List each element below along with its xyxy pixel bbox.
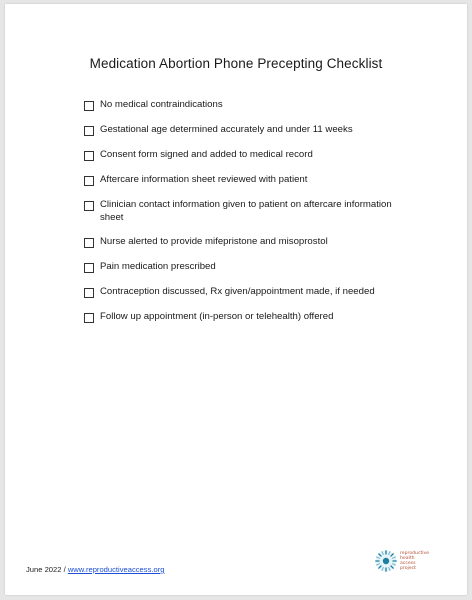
checkbox[interactable]: [84, 288, 94, 298]
checklist-item-label: Nurse alerted to provide mifepristone and misoprostol: [100, 236, 328, 247]
checkbox[interactable]: [84, 263, 94, 273]
checkbox[interactable]: [84, 101, 94, 111]
checkbox[interactable]: [84, 313, 94, 323]
logo-wordmark: [400, 551, 429, 571]
checkbox[interactable]: [84, 126, 94, 136]
footer: [26, 565, 164, 574]
checklist-item-label: Clinician contact information given to patient on aftercare information sheet: [100, 199, 392, 223]
checklist-item: [84, 199, 404, 236]
checklist-item-label: No medical contraindications: [100, 99, 223, 110]
checklist-item: [84, 149, 404, 174]
checklist: [84, 99, 404, 336]
logo-line: health: [400, 556, 415, 561]
checklist-item: [84, 311, 404, 336]
footer-date: June 2022 /: [26, 565, 68, 574]
document-page: [5, 4, 467, 595]
checklist-item: [84, 286, 404, 311]
checklist-item: [84, 236, 404, 261]
checklist-item-label: Follow up appointment (in-person or telehealth) offered: [100, 311, 334, 322]
checklist-item-label: Contraception discussed, Rx given/appointment made, if needed: [100, 286, 375, 297]
checklist-item: [84, 124, 404, 149]
logo-line: reproductive: [400, 551, 430, 556]
checklist-item: [84, 174, 404, 199]
checkbox[interactable]: [84, 201, 94, 211]
checklist-item-label: Aftercare information sheet reviewed with patient: [100, 174, 308, 185]
sunburst-logo-icon: [375, 550, 397, 572]
document-title: Medication Abortion Phone Precepting Checklist: [89, 56, 383, 71]
checklist-item: [84, 261, 404, 286]
checklist-item: [84, 99, 404, 124]
checkbox[interactable]: [84, 238, 94, 248]
checkbox[interactable]: [84, 176, 94, 186]
checklist-item-label: Consent form signed and added to medical record: [100, 149, 313, 160]
logo-line: project: [400, 566, 416, 571]
footer-link[interactable]: www.reproductiveaccess.org: [67, 565, 165, 574]
organization-logo: [375, 550, 429, 572]
checkbox[interactable]: [84, 151, 94, 161]
checklist-item-label: Gestational age determined accurately and under 11 weeks: [100, 124, 353, 135]
logo-line: access: [400, 561, 416, 566]
checklist-item-label: Pain medication prescribed: [100, 261, 216, 272]
